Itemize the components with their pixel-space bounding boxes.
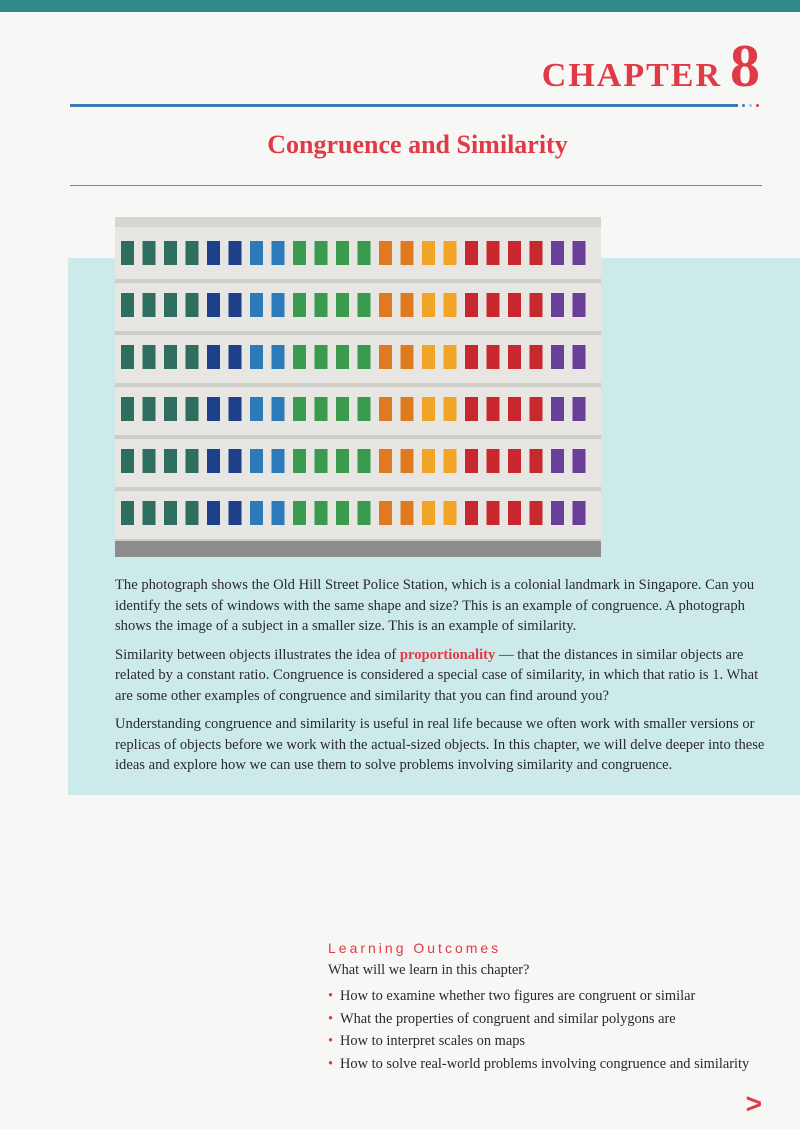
window bbox=[164, 241, 177, 265]
window bbox=[487, 241, 500, 265]
window bbox=[444, 345, 457, 369]
window bbox=[143, 397, 156, 421]
window bbox=[358, 345, 371, 369]
window bbox=[422, 397, 435, 421]
window bbox=[573, 449, 586, 473]
list-item-text: How to solve real-world problems involving congruence and similarity bbox=[340, 1055, 750, 1072]
window bbox=[465, 345, 478, 369]
window bbox=[401, 241, 414, 265]
header-rule bbox=[70, 104, 738, 107]
window bbox=[250, 501, 263, 525]
window bbox=[465, 397, 478, 421]
window bbox=[508, 397, 521, 421]
window bbox=[207, 397, 220, 421]
window bbox=[487, 345, 500, 369]
window bbox=[379, 241, 392, 265]
window bbox=[207, 345, 220, 369]
window bbox=[315, 501, 328, 525]
window bbox=[336, 345, 349, 369]
window bbox=[164, 293, 177, 317]
floor-ledge bbox=[115, 435, 601, 439]
window bbox=[121, 293, 134, 317]
learning-outcomes-intro: What will we learn in this chapter? bbox=[328, 962, 530, 978]
window bbox=[186, 449, 199, 473]
window bbox=[207, 241, 220, 265]
window bbox=[401, 345, 414, 369]
window bbox=[121, 397, 134, 421]
paragraph-2-start: Similarity between objects illustrates the idea of bbox=[115, 646, 400, 663]
window bbox=[121, 345, 134, 369]
window bbox=[379, 345, 392, 369]
window bbox=[207, 449, 220, 473]
list-item-text: How to examine whether two figures are congruent or similar bbox=[340, 988, 696, 1004]
window bbox=[508, 241, 521, 265]
header-rule-dots bbox=[742, 104, 759, 107]
window bbox=[358, 293, 371, 317]
window bbox=[186, 397, 199, 421]
bullet-icon: • bbox=[328, 1055, 334, 1072]
window bbox=[401, 397, 414, 421]
window bbox=[272, 449, 285, 473]
list-item bbox=[328, 1008, 778, 1031]
window bbox=[186, 241, 199, 265]
window bbox=[487, 293, 500, 317]
intro-text bbox=[115, 575, 765, 784]
window bbox=[315, 345, 328, 369]
window bbox=[336, 501, 349, 525]
window bbox=[530, 501, 543, 525]
window bbox=[186, 501, 199, 525]
window bbox=[164, 501, 177, 525]
window bbox=[487, 397, 500, 421]
window bbox=[121, 241, 134, 265]
window bbox=[530, 345, 543, 369]
window bbox=[422, 293, 435, 317]
window bbox=[465, 241, 478, 265]
window bbox=[444, 397, 457, 421]
window bbox=[422, 449, 435, 473]
window bbox=[444, 241, 457, 265]
window bbox=[379, 397, 392, 421]
bullet-icon: • bbox=[328, 988, 334, 1004]
window bbox=[573, 345, 586, 369]
window bbox=[508, 345, 521, 369]
bullet-icon: • bbox=[328, 1033, 334, 1049]
window bbox=[336, 241, 349, 265]
window bbox=[250, 293, 263, 317]
window bbox=[401, 449, 414, 473]
paragraph-2-end: — that the distances in similar objects are related by a constant ratio. Congruence is considered a special case of similarity, in which that ratio is 1. What are some other examples of congruence and similarity that you can find around you? bbox=[115, 646, 759, 704]
learning-outcomes bbox=[328, 940, 778, 1075]
window bbox=[358, 241, 371, 265]
window bbox=[293, 241, 306, 265]
window bbox=[465, 449, 478, 473]
window bbox=[272, 397, 285, 421]
top-color-bar bbox=[0, 0, 800, 12]
window bbox=[358, 397, 371, 421]
learning-outcomes-list bbox=[328, 985, 778, 1075]
window bbox=[444, 501, 457, 525]
paragraph-1: The photograph shows the Old Hill Street Police Station, which is a colonial landmark in Singapore. Can you identify the sets of windows with the same shape and size? This is an example of congruence. A photograph shows the image of a subject in a smaller size. This is an example of similarity. bbox=[115, 577, 755, 634]
window bbox=[573, 241, 586, 265]
window bbox=[422, 501, 435, 525]
list-item-text: How to interpret scales on maps bbox=[340, 1033, 526, 1049]
window bbox=[143, 501, 156, 525]
window bbox=[293, 293, 306, 317]
police-station-illustration bbox=[115, 217, 601, 557]
window bbox=[164, 449, 177, 473]
window bbox=[444, 449, 457, 473]
floor-ledge bbox=[115, 331, 601, 335]
window bbox=[143, 241, 156, 265]
window bbox=[487, 501, 500, 525]
chapter-heading bbox=[541, 33, 760, 99]
next-page-arrow-icon[interactable]: > bbox=[745, 1088, 762, 1119]
list-item-text: What the properties of congruent and similar polygons are bbox=[340, 1010, 676, 1027]
window bbox=[293, 397, 306, 421]
window bbox=[293, 345, 306, 369]
paragraph-2 bbox=[115, 645, 765, 707]
window bbox=[508, 293, 521, 317]
window bbox=[573, 397, 586, 421]
window bbox=[272, 345, 285, 369]
road bbox=[115, 541, 601, 557]
window bbox=[293, 501, 306, 525]
window bbox=[186, 293, 199, 317]
window bbox=[121, 449, 134, 473]
title-rule bbox=[70, 185, 762, 186]
window bbox=[143, 449, 156, 473]
floor-ledge bbox=[115, 279, 601, 283]
window bbox=[250, 397, 263, 421]
floor-ledge bbox=[115, 383, 601, 387]
chapter-title: Congruence and Similarity bbox=[267, 130, 568, 159]
window bbox=[207, 293, 220, 317]
window bbox=[272, 293, 285, 317]
window bbox=[401, 293, 414, 317]
window bbox=[250, 241, 263, 265]
window bbox=[530, 293, 543, 317]
window bbox=[401, 501, 414, 525]
window bbox=[444, 293, 457, 317]
window bbox=[229, 241, 242, 265]
window bbox=[530, 397, 543, 421]
rule-dot bbox=[756, 104, 759, 107]
window bbox=[315, 293, 328, 317]
window bbox=[315, 241, 328, 265]
chapter-number: 8 bbox=[730, 33, 760, 99]
window bbox=[164, 345, 177, 369]
window bbox=[530, 241, 543, 265]
cornice bbox=[115, 217, 601, 227]
window bbox=[186, 345, 199, 369]
window bbox=[336, 449, 349, 473]
keyword-proportionality: proportionality bbox=[399, 646, 496, 663]
window bbox=[207, 501, 220, 525]
list-item bbox=[328, 985, 778, 1008]
window bbox=[143, 345, 156, 369]
bullet-icon: • bbox=[328, 1010, 334, 1027]
window bbox=[358, 449, 371, 473]
window bbox=[143, 293, 156, 317]
window bbox=[379, 449, 392, 473]
building-photo bbox=[115, 217, 601, 557]
window bbox=[229, 501, 242, 525]
window bbox=[551, 449, 564, 473]
window bbox=[573, 293, 586, 317]
list-item bbox=[328, 1053, 778, 1076]
window bbox=[551, 241, 564, 265]
window bbox=[229, 449, 242, 473]
window bbox=[508, 449, 521, 473]
window bbox=[508, 501, 521, 525]
window bbox=[551, 397, 564, 421]
window bbox=[229, 397, 242, 421]
paragraph-3: Understanding congruence and similarity is useful in real life because we often work with smaller versions or replicas of objects before we work with the actual-sized objects. In this chapter, we will delve deeper into these ideas and explore how we can use them to solve problems involving similarity and congruence. bbox=[115, 716, 765, 773]
window bbox=[530, 449, 543, 473]
window bbox=[422, 345, 435, 369]
window bbox=[250, 345, 263, 369]
window bbox=[379, 293, 392, 317]
window bbox=[487, 449, 500, 473]
floor-ledge bbox=[115, 487, 601, 491]
window bbox=[336, 293, 349, 317]
window bbox=[164, 397, 177, 421]
chapter-label: CHAPTER bbox=[541, 57, 722, 94]
learning-outcomes-title: Learning Outcomes bbox=[328, 940, 502, 956]
window bbox=[250, 449, 263, 473]
list-item bbox=[328, 1030, 778, 1053]
window bbox=[379, 501, 392, 525]
window bbox=[551, 501, 564, 525]
window bbox=[336, 397, 349, 421]
window bbox=[315, 449, 328, 473]
window bbox=[465, 501, 478, 525]
window bbox=[229, 345, 242, 369]
rule-dot bbox=[749, 104, 752, 107]
window bbox=[551, 345, 564, 369]
rule-dot bbox=[742, 104, 745, 107]
window bbox=[315, 397, 328, 421]
window bbox=[465, 293, 478, 317]
window bbox=[121, 501, 134, 525]
window bbox=[229, 293, 242, 317]
window bbox=[358, 501, 371, 525]
window bbox=[272, 501, 285, 525]
window bbox=[422, 241, 435, 265]
window bbox=[293, 449, 306, 473]
window bbox=[573, 501, 586, 525]
window bbox=[551, 293, 564, 317]
window bbox=[272, 241, 285, 265]
